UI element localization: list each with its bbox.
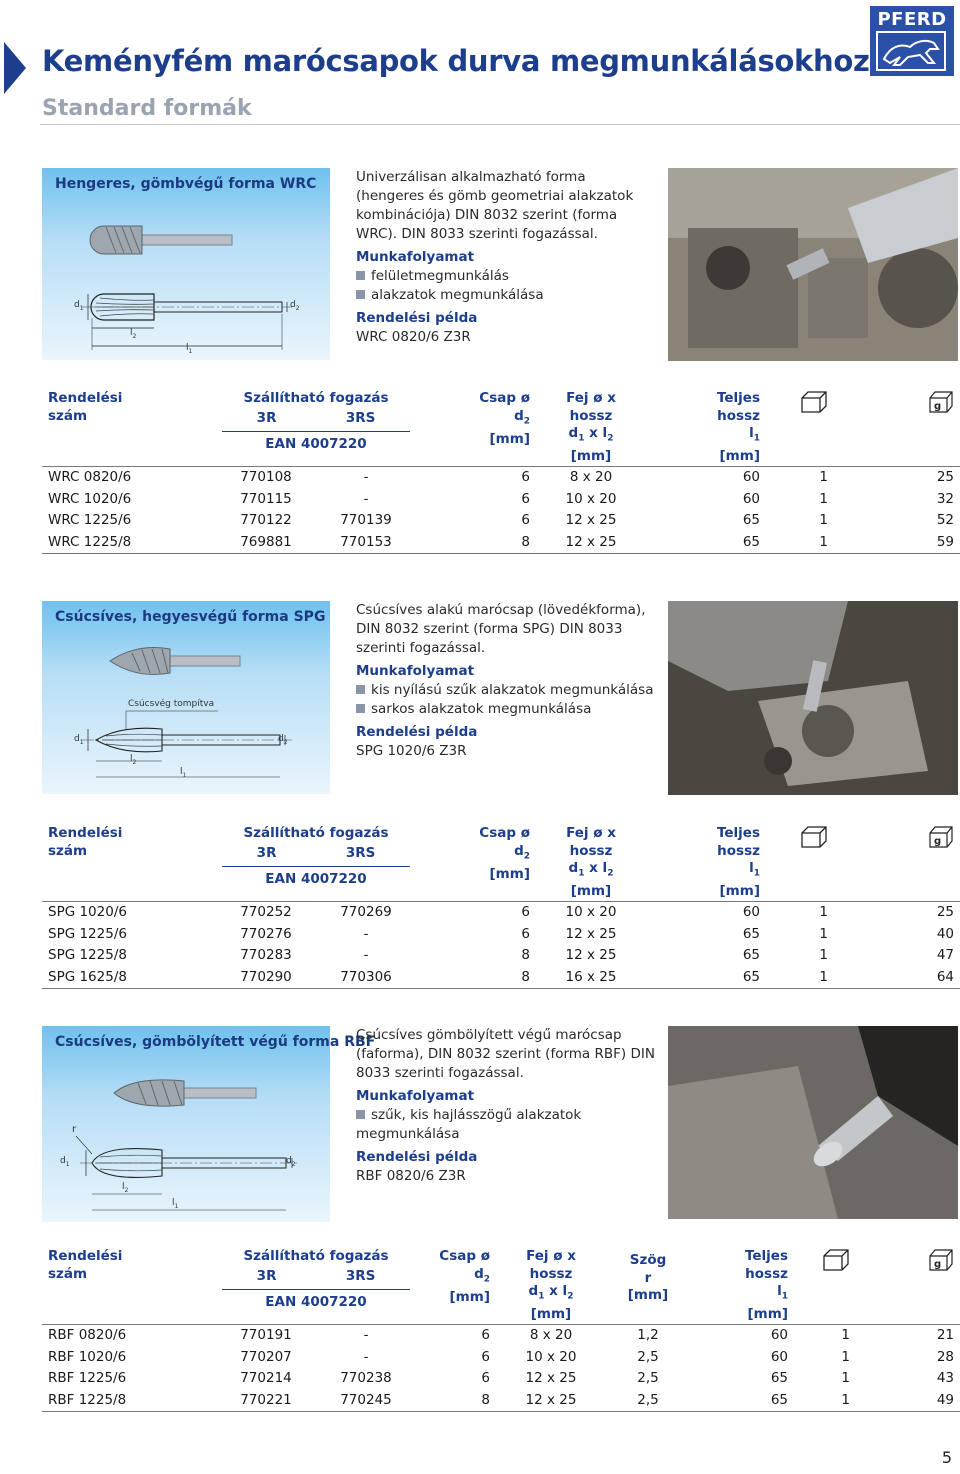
header-head: Fej ø x hossz $d_1$ x $l_2$ [mm]	[526, 1248, 576, 1323]
ean-3rs-cell: -	[316, 466, 416, 488]
package-qty-cell: 1	[794, 1389, 856, 1411]
bullet-icon	[356, 290, 365, 299]
rbf-description	[356, 1026, 666, 1186]
wrc-diagram	[42, 168, 330, 360]
weight-cell: 49	[856, 1389, 960, 1411]
header-package	[794, 1246, 856, 1324]
angle-cell: 2,5	[637, 1348, 659, 1365]
order-heading: Rendelési példa	[356, 724, 478, 740]
header-delivery: Szállítható fogazás 3R 3RS EAN 4007220	[216, 388, 416, 466]
ean-3r-cell: 770207	[240, 1348, 292, 1365]
package-qty-cell: 1	[766, 901, 834, 923]
order-no-cell: WRC 1020/6	[48, 490, 132, 507]
dim-l1: $l_1$	[186, 343, 193, 355]
ean-3r-cell: 770108	[216, 466, 316, 488]
header-order-no: Rendelési szám	[48, 1248, 123, 1282]
diagram-title: Csúcsíves, hegyesvégű forma SPG	[55, 609, 326, 625]
total-length-cell: 60	[770, 1348, 788, 1365]
ean-3rs-cell: -	[363, 947, 369, 964]
bullet-icon	[356, 685, 365, 694]
ean-3rs-cell: -	[363, 1348, 369, 1365]
dim-d1: $d_1$	[74, 734, 84, 746]
total-length-cell: 65	[646, 531, 766, 553]
weight-icon	[928, 390, 954, 414]
ean-3r-cell: 770276	[240, 925, 292, 942]
table-row	[42, 1346, 960, 1368]
weight-cell: 21	[856, 1324, 960, 1346]
dim-l2: $l_2$	[130, 328, 137, 340]
spg-photo	[668, 601, 958, 795]
header-order-no: Rendelési szám	[48, 390, 123, 424]
total-length-cell: 65	[646, 966, 766, 988]
page-subtitle: Standard formák	[42, 96, 252, 121]
package-qty-cell: 1	[766, 531, 834, 553]
description-text: Csúcsíves alakú marócsap (lövedékforma), DIN 8032 szerint (forma SPG) DIN 8033 szerinti fogazással.	[356, 602, 646, 656]
header-angle: Szög r [mm]	[627, 1252, 669, 1303]
header-shank: Csap ø $d_2$ [mm]	[479, 825, 530, 882]
package-qty-cell: 1	[766, 466, 834, 488]
header-package	[766, 388, 834, 466]
shank-cell: 8	[416, 966, 536, 988]
header-shank: Csap ø $d_2$ [mm]	[479, 390, 530, 447]
wrc-table	[42, 388, 960, 554]
spg-diagram	[42, 601, 330, 794]
diagram-title: Hengeres, gömbvégű forma WRC	[55, 176, 317, 192]
total-length-cell: 65	[770, 1370, 788, 1387]
order-no-cell: SPG 1225/8	[48, 947, 127, 964]
dim-l1: $l_1$	[180, 767, 187, 779]
total-length-cell: 65	[742, 947, 760, 964]
table-row	[42, 510, 960, 532]
ean-3rs-cell: -	[363, 925, 369, 942]
shank-cell: 6	[521, 925, 530, 942]
head-cell: 12 x 25	[565, 512, 617, 529]
order-no-cell: SPG 1020/6	[42, 901, 216, 923]
ean-3rs-cell: 770153	[316, 531, 416, 553]
description-text: Univerzálisan alkalmazható forma (hengeres és gömb geometriai alakzatok kombinációja) DIN 8032 szerint (forma WRC). DIN 8033 szerinti fogazással.	[356, 169, 634, 242]
total-length-cell: 60	[742, 490, 760, 507]
dim-l2: $l_2$	[130, 754, 137, 766]
head-cell: 12 x 25	[565, 947, 617, 964]
order-no-cell: WRC 0820/6	[42, 466, 216, 488]
table-row	[42, 488, 960, 510]
bullet-icon	[356, 704, 365, 713]
table-row	[42, 945, 960, 967]
header-weight	[856, 1246, 960, 1324]
description-text: Csúcsíves gömbölyített végű marócsap (faforma), DIN 8032 szerint (forma RBF) DIN 8033 szerinti fogazással.	[356, 1027, 655, 1081]
header-total: Teljes hossz $l_1$ [mm]	[716, 825, 760, 900]
dim-d2: $d_2$	[278, 734, 288, 746]
package-icon	[822, 1248, 850, 1272]
order-no-cell: RBF 1020/6	[48, 1348, 127, 1365]
bullet-icon	[356, 1110, 365, 1119]
workflow-item: felületmegmunkálás	[356, 267, 646, 286]
pferd-logo	[870, 6, 954, 76]
ean-3r-cell: 770252	[216, 901, 316, 923]
head-cell: 10 x 20	[565, 490, 617, 507]
header-total: Teljes hossz $l_1$ [mm]	[716, 390, 760, 465]
package-qty-cell: 1	[841, 1370, 850, 1387]
package-qty-cell: 1	[794, 1324, 856, 1346]
head-cell: 12 x 25	[536, 531, 646, 553]
table-row	[42, 531, 960, 553]
package-qty-cell: 1	[766, 966, 834, 988]
order-no-cell: RBF 1225/6	[48, 1370, 127, 1387]
weight-cell: 28	[936, 1348, 954, 1365]
weight-cell: 59	[834, 531, 960, 553]
ean-3r-cell: 770290	[216, 966, 316, 988]
wrc-photo	[668, 168, 958, 361]
head-cell: 10 x 20	[536, 901, 646, 923]
table-row	[42, 923, 960, 945]
ean-3r-cell: 769881	[216, 531, 316, 553]
package-qty-cell: 1	[841, 1348, 850, 1365]
package-icon	[800, 825, 828, 849]
table-row	[42, 901, 960, 923]
dim-d2: $d_2$	[290, 300, 300, 312]
ean-3r-cell: 770221	[216, 1389, 316, 1411]
diagram-title: Csúcsíves, gömbölyített végű forma RBF	[55, 1034, 376, 1050]
dim-d1: $d_1$	[74, 300, 84, 312]
ean-3r-cell: 770122	[240, 512, 292, 529]
shank-cell: 8	[416, 1389, 496, 1411]
order-no-cell: RBF 1225/8	[42, 1389, 216, 1411]
table-row	[42, 1324, 960, 1346]
shank-cell: 6	[416, 1324, 496, 1346]
order-no-cell: SPG 1225/6	[48, 925, 127, 942]
ean-3rs-cell: -	[363, 490, 369, 507]
weight-cell: 47	[936, 947, 954, 964]
dim-d2: $d_2$	[286, 1156, 296, 1168]
head-cell: 10 x 20	[525, 1348, 577, 1365]
shank-cell: 6	[481, 1370, 490, 1387]
dim-r: r	[72, 1124, 77, 1135]
header-total: Teljes hossz $l_1$ [mm]	[744, 1248, 788, 1323]
svg-text:g: g	[934, 401, 942, 412]
head-cell: 12 x 25	[565, 925, 617, 942]
header-shank: Csap ø $d_2$ [mm]	[439, 1248, 490, 1305]
weight-cell: 25	[834, 901, 960, 923]
ean-3rs-cell: 770139	[340, 512, 392, 529]
workflow-item: sarkos alakzatok megmunkálása	[356, 700, 656, 719]
order-example: WRC 0820/6 Z3R	[356, 329, 471, 345]
ean-3rs-cell: 770238	[340, 1370, 392, 1387]
table-header	[42, 823, 960, 901]
angle-cell: 2,5	[606, 1389, 690, 1411]
weight-icon	[928, 1248, 954, 1272]
ean-3rs-cell: -	[316, 1324, 416, 1346]
rbf-burr-image	[42, 1026, 330, 1222]
horse-logo-icon	[876, 31, 946, 71]
ean-3r-cell: 770115	[240, 490, 292, 507]
package-qty-cell: 1	[819, 490, 828, 507]
chevron-icon	[0, 38, 30, 98]
ean-3r-cell: 770191	[216, 1324, 316, 1346]
total-length-cell: 60	[646, 901, 766, 923]
shank-cell: 8	[521, 947, 530, 964]
angle-cell: 1,2	[606, 1324, 690, 1346]
header-head: Fej ø x hossz $d_1$ x $l_2$ [mm]	[566, 390, 616, 465]
table-row	[42, 966, 960, 988]
svg-text:g: g	[934, 836, 942, 847]
head-cell: 12 x 25	[496, 1389, 606, 1411]
spg-description	[356, 601, 656, 761]
weight-cell: 32	[936, 490, 954, 507]
shank-cell: 8	[416, 531, 536, 553]
svg-text:g: g	[934, 1259, 942, 1270]
total-length-cell: 60	[646, 466, 766, 488]
header-weight	[834, 388, 960, 466]
order-heading: Rendelési példa	[356, 1149, 478, 1165]
order-example: RBF 0820/6 Z3R	[356, 1168, 466, 1184]
logo-text: PFERD	[877, 9, 947, 30]
table-row	[42, 466, 960, 488]
page-number: 5	[941, 1448, 952, 1467]
workflow-item: kis nyílású szűk alakzatok megmunkálása	[356, 681, 656, 700]
spg-burr-image	[42, 601, 330, 794]
ean-3rs-cell: 770269	[316, 901, 416, 923]
weight-cell: 40	[936, 925, 954, 942]
order-no-cell: WRC 1225/6	[48, 512, 132, 529]
rbf-diagram	[42, 1026, 376, 1222]
wrc-burr-image	[42, 168, 330, 360]
diagram-note: Csúcsvég tompítva	[128, 699, 215, 709]
workflow-heading: Munkafolyamat	[356, 1088, 475, 1104]
page-title: Keményfém marócsapok durva megmunkálásokhoz	[42, 44, 870, 78]
workflow-item: szűk, kis hajlásszögű alakzatok megmunkálása	[356, 1107, 582, 1142]
table-row	[42, 1389, 960, 1411]
table-header	[42, 1246, 960, 1324]
workflow-item: alakzatok megmunkálása	[356, 286, 646, 305]
workflow-heading: Munkafolyamat	[356, 663, 475, 679]
bullet-icon	[356, 271, 365, 280]
dim-l1: $l_1$	[172, 1198, 179, 1210]
head-cell: 8 x 20	[536, 466, 646, 488]
order-no-cell: SPG 1625/8	[42, 966, 216, 988]
weight-cell: 43	[936, 1370, 954, 1387]
order-no-cell: RBF 0820/6	[42, 1324, 216, 1346]
dim-d1: $d_1$	[60, 1156, 70, 1168]
header-divider	[40, 124, 960, 125]
header-head: Fej ø x hossz $d_1$ x $l_2$ [mm]	[566, 825, 616, 900]
dim-l2: $l_2$	[122, 1182, 129, 1194]
header-weight	[834, 823, 960, 901]
package-qty-cell: 1	[819, 512, 828, 529]
shank-cell: 6	[521, 512, 530, 529]
ean-3r-cell: 770283	[240, 947, 292, 964]
ean-3rs-cell: 770306	[316, 966, 416, 988]
ean-3rs-cell: 770245	[316, 1389, 416, 1411]
total-length-cell: 65	[690, 1389, 794, 1411]
header-delivery: Szállítható fogazás 3R 3RS EAN 4007220	[216, 1246, 416, 1324]
order-no-cell: WRC 1225/8	[42, 531, 216, 553]
spg-table	[42, 823, 960, 989]
header-order-no: Rendelési szám	[48, 825, 123, 859]
angle-cell: 2,5	[637, 1370, 659, 1387]
weight-icon	[928, 825, 954, 849]
header-package	[766, 823, 834, 901]
table-header	[42, 388, 960, 466]
head-cell: 16 x 25	[536, 966, 646, 988]
shank-cell: 6	[416, 466, 536, 488]
total-length-cell: 65	[742, 512, 760, 529]
workflow-heading: Munkafolyamat	[356, 249, 475, 265]
package-icon	[800, 390, 828, 414]
weight-cell: 52	[936, 512, 954, 529]
shank-cell: 6	[416, 901, 536, 923]
rbf-table	[42, 1246, 960, 1412]
package-qty-cell: 1	[819, 947, 828, 964]
weight-cell: 64	[834, 966, 960, 988]
rbf-photo	[668, 1026, 958, 1219]
head-cell: 8 x 20	[496, 1324, 606, 1346]
wrc-description	[356, 168, 646, 347]
ean-3r-cell: 770214	[240, 1370, 292, 1387]
order-example: SPG 1020/6 Z3R	[356, 743, 467, 759]
total-length-cell: 60	[690, 1324, 794, 1346]
weight-cell: 25	[834, 466, 960, 488]
shank-cell: 6	[481, 1348, 490, 1365]
order-heading: Rendelési példa	[356, 310, 478, 326]
table-row	[42, 1368, 960, 1390]
total-length-cell: 65	[742, 925, 760, 942]
shank-cell: 6	[521, 490, 530, 507]
head-cell: 12 x 25	[525, 1370, 577, 1387]
package-qty-cell: 1	[819, 925, 828, 942]
header-delivery: Szállítható fogazás 3R 3RS EAN 4007220	[216, 823, 416, 901]
